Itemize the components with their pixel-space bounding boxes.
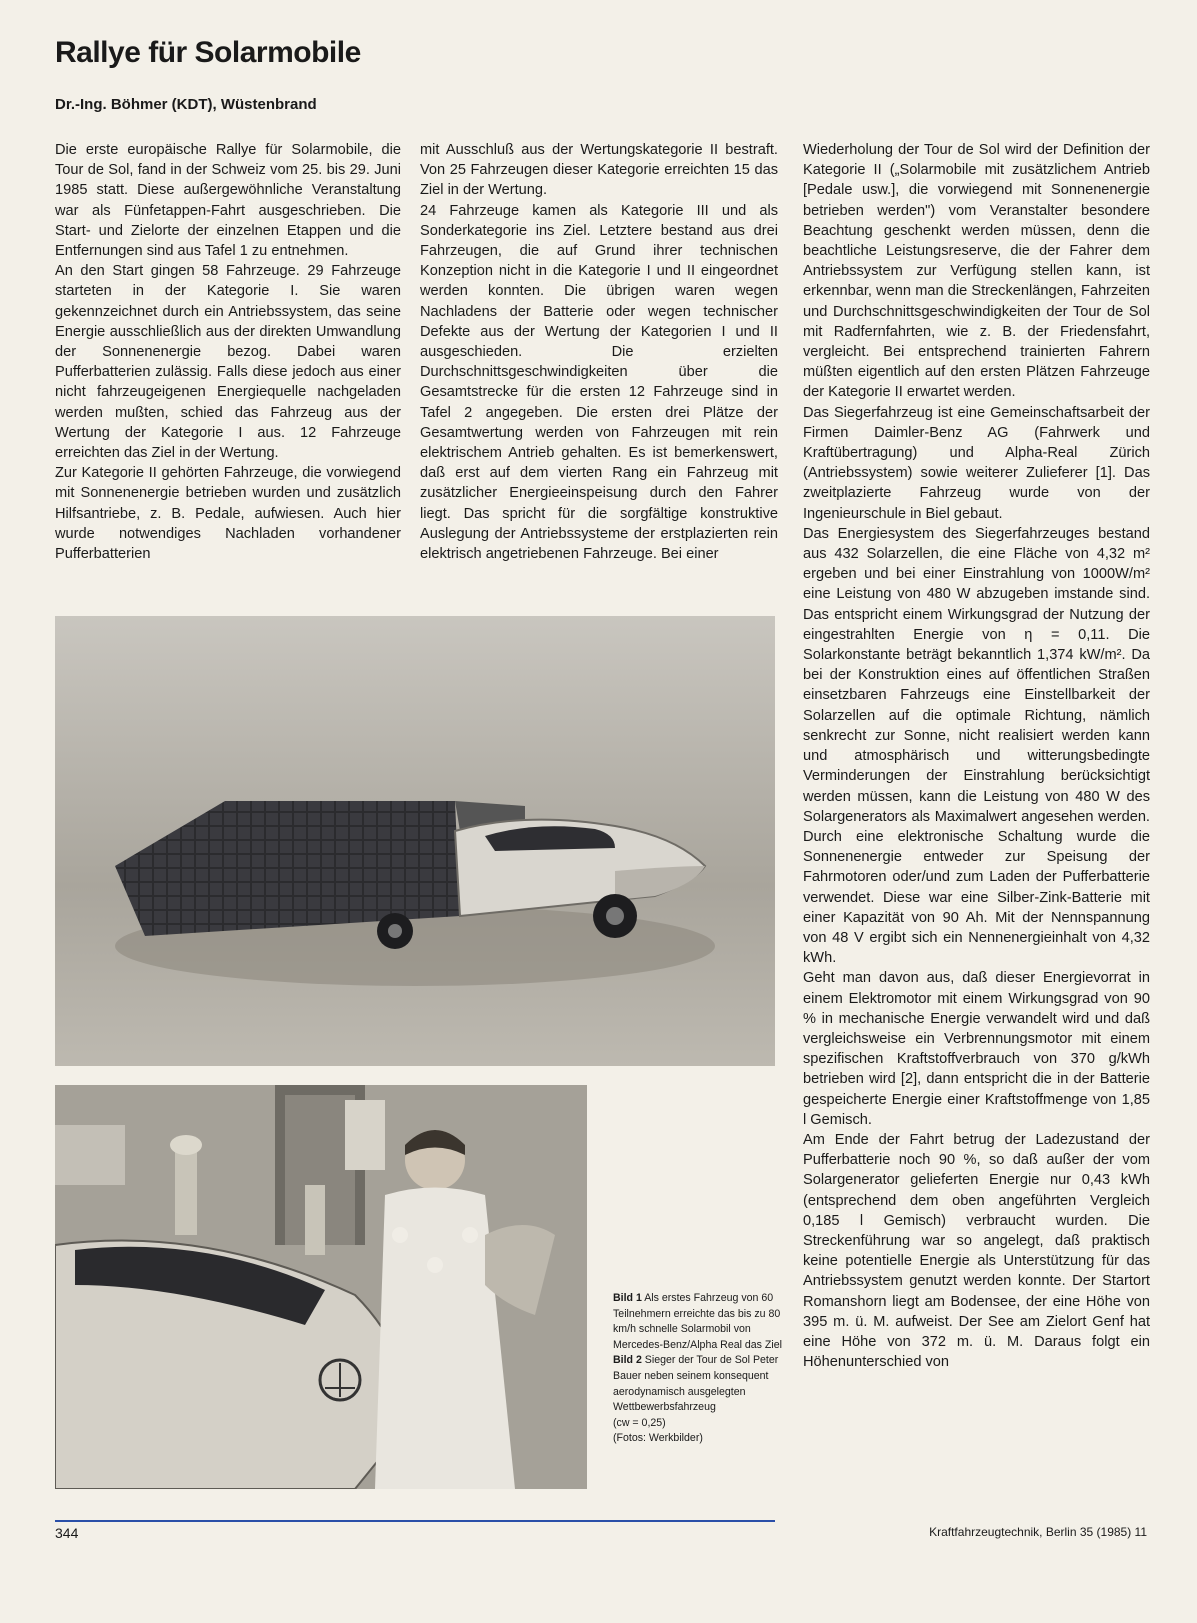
photo-credit: (Fotos: Werkbilder)	[613, 1432, 703, 1445]
photo-solar-car	[55, 616, 775, 1066]
paragraph: 24 Fahrzeuge kamen als Kategorie III und als Sonderkategorie ins Ziel. Letztere bestand aus drei Fahrzeugen, die auf Grund ihrer technischen Konzeption nicht in die Kategorie I und II eingeordnet werden konnten. Die übrigen waren wegen Nachladens der Batterie oder wegen technischer Defekte aus der Wertung der Kategorien I und II ausgeschieden. Die erzielten Durchschnittsgeschwindigkeiten über die Gesamtstrecke für die ersten 12 Fahrzeuge sind in Tafel 2 angegeben. Die ersten drei Plätze der Gesamtwertung werden von Fahrzeugen mit rein elektrischem Antrieb gehalten. Es ist bemerkenswert, daß erst auf dem vierten Rang ein Fahrzeug mit zusätzlicher Energieeinspeisung durch den Fahrer liegt. Das spricht für die sorgfältige konstruktive Auslegung der Antriebssysteme der erstplazierten rein elektrisch angetriebenen Fahrzeuge. Bei einer	[420, 202, 778, 563]
text-column-2	[420, 140, 778, 564]
paragraph: Am Ende der Fahrt betrug der Ladezustand der Pufferbatterie noch 90 %, so daß außer der vom Solargenerator gelieferten Energie nur 0,43 kWh (entsprechend dem oben angeführten Vergleich 0,185 l Gemisch) verbraucht wurden. Die Streckenführung war so angelegt, daß praktisch keine potentielle Energie als Unterstützung für das Antriebssystem genutzt werden konnte. Der Startort Romanshorn liegt am Bodensee, der eine Höhe von 395 m. ü. M. aufweist. Der See am Zielort Genf hat eine Höhe von 372 m. ü. M. Daraus folgt ein Höhenunterschied von	[803, 1131, 1150, 1371]
caption-bild-1	[613, 1291, 783, 1353]
paragraph: Das Siegerfahrzeug ist eine Gemeinschaftsarbeit der Firmen Daimler-Benz AG (Fahrwerk und Kraftübertragung) und Alpha-Real Zürich (Antriebssystem) sowie weiterer Zulieferer [1]. Das zweitplazierte Fahrzeug wurde von der Ingenieurschule in Biel gebaut.	[803, 404, 1150, 522]
paragraph: An den Start gingen 58 Fahrzeuge. 29 Fahrzeuge starteten in der Kategorie I. Sie waren gekennzeichnet durch ein Antriebssystem, das seine Energie ausschließlich aus der direkten Umwandlung der Sonnenenergie bezog. Dabei waren Pufferbatterien zulässig. Falls diese jedoch aus einer nicht fahrzeugeigenen Energiequelle nachgeladen werden mußten, schied das Fahrzeug aus der Wertung der Kategorie I aus. 12 Fahrzeuge erreichten das Ziel in der Wertung.	[55, 263, 401, 462]
paragraph: Zur Kategorie II gehörten Fahrzeuge, die vorwiegend mit Sonnenenergie betrieben wurden und zusätzlich Hilfsantriebe, z. B. Pedale, aufwiesen. Auch hier wurde notwendiges Nachladen vorhandener Pufferbatterien	[55, 465, 401, 563]
caption-text: Sieger der Tour de Sol Peter Bauer neben seinem konsequent aerodynamisch ausgelegten Wettbewerbsfahrzeug	[613, 1354, 779, 1414]
caption-bild-2	[613, 1353, 783, 1415]
paragraph: Wiederholung der Tour de Sol wird der Definition der Kategorie II („Solarmobile mit zusätzlichem Antrieb [Pedale usw.], die vorwiegend mit Sonnenenergie betrieben werden") vom Veranstalter besondere Beachtung geschenkt werden müssen, denn die beachtliche Leistungsreserve, die der Fahrer dem Antriebssystem zur Verfügung stellen kann, ist erkennbar, wenn man die Streckenlängen, Fahrzeiten und Durchschnittsgeschwindigkeiten der Tour de Sol mit Radfernfahrten, wie z. B. der Friedensfahrt, vergleicht. Bei entsprechend trainierten Fahrern müßten eigentlich auf den ersten Plätzen Fahrzeuge der Kategorie II erwartet werden.	[803, 142, 1150, 401]
winner-illustration	[55, 1085, 587, 1489]
caption-cw-value: (cw = 0,25)	[613, 1416, 666, 1429]
paragraph: Die erste europäische Rallye für Solarmobile, die Tour de Sol, fand in der Schweiz vom 25. bis 29. Juni 1985 statt. Diese außergewöhnliche Veranstaltung war als Fünfetappen-Fahrt ausgeschrieben. Die Start- und Zielorte der einzelnen Etappen und die Entfernungen sind aus Tafel 1 zu entnehmen.	[55, 142, 401, 260]
caption-label: Bild 2	[613, 1354, 642, 1367]
solar-car-illustration	[55, 616, 775, 1066]
page-number: 344	[55, 1525, 79, 1541]
text-column-1	[55, 140, 401, 564]
figure-captions	[613, 1291, 783, 1447]
paragraph: Geht man davon aus, daß dieser Energievorrat in einem Elektromotor mit einem Wirkungsgrad von 90 % in mechanische Energie verwandelt wird und daß vergleichsweise ein Verbrennungsmotor mit einem spezifischen Kraftstoffverbrauch von 370 g/kWh betrieben wird [2], dann entspricht die in der Batterie gespeicherte Energie einer Kraftstoffmenge von 1,85 l Gemisch.	[803, 970, 1150, 1128]
paragraph: Das Energiesystem des Siegerfahrzeuges bestand aus 432 Solarzellen, die eine Fläche von 4,32 m² ergeben und bei einer Einstrahlung von 1000W/m² eine Leistung von 480 W abzugeben imstande sind. Das entspricht einem Wirkungsgrad der Nutzung der eingestrahlten Energie von η = 0,11. Die Solarkonstante beträgt bekanntlich 1,374 kW/m². Da bei der Konstruktion eines auf öffentlichen Straßen einsetzbaren Fahrzeugs eine Einstellbarkeit der Solarzellen auf die optimale Richtung, nämlich senkrecht zur Sonne, nicht realisiert werden kann und atmosphärisch und witterungsbedingte Verminderungen der Einstrahlung berücksichtigt werden müssen, kann die Leistung von 480 W des Solargenerators als Maximalwert angesehen werden. Durch eine elektronische Schaltung wurde die Sonnenenergie entweder zur Speisung der Fahrmotoren oder/und zum Laden der Pufferbatterie verwendet. Diese war eine Silber-Zink-Batterie mit einer Kapazität von 90 Ah. Mit der Nennspannung von 48 V ergibt sich ein Nennenergieinhalt von 4,32 kWh.	[803, 525, 1150, 967]
paragraph: mit Ausschluß aus der Wertungskategorie II bestraft. Von 25 Fahrzeugen dieser Kategorie erreichten 15 das Ziel in der Wertung.	[420, 142, 778, 199]
caption-label: Bild 1	[613, 1292, 642, 1304]
text-column-3	[803, 140, 1150, 1372]
article-author: Dr.-Ing. Böhmer (KDT), Wüstenbrand	[55, 96, 317, 113]
caption-text: Als erstes Fahrzeug von 60 Teilnehmern erreichte das bis zu 80 km/h schnelle Solarmobil von Mercedes-Benz/Alpha Real das Ziel	[613, 1292, 782, 1351]
journal-reference: Kraftfahrzeugtechnik, Berlin 35 (1985) 11	[929, 1525, 1147, 1539]
footer-divider	[55, 1520, 775, 1522]
article-title: Rallye für Solarmobile	[55, 36, 361, 69]
photo-winner	[55, 1085, 587, 1489]
